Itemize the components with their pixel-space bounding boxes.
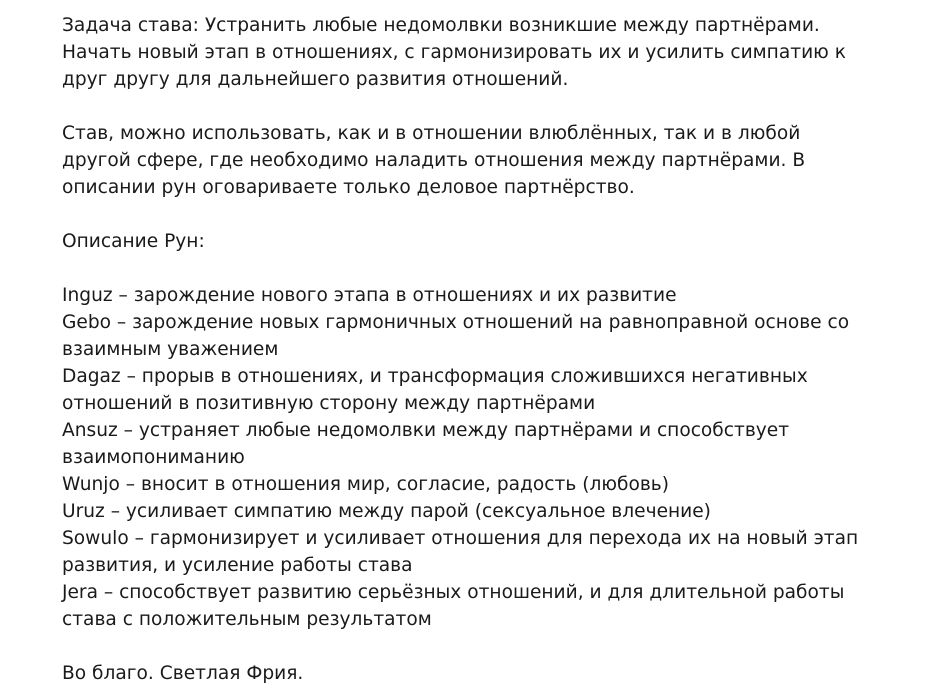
- rune-item-ansuz: [62, 417, 912, 471]
- text-line: Wunjo – вносит в отношения мир, согласие, радость (любовь): [62, 474, 669, 495]
- text-line: взаимным уважением: [62, 339, 279, 360]
- closing-text: Во благо. Светлая Фрия.: [62, 663, 304, 684]
- task-paragraph: [62, 12, 912, 93]
- text-line: става с положительным результатом: [62, 609, 432, 630]
- text-line: Jera – способствует развитию серьёзных отношений, и для длительной работы: [62, 582, 845, 603]
- text-line: другой сфере, где необходимо наладить отношения между партнёрами. В: [62, 150, 806, 171]
- document-body: [62, 12, 912, 687]
- paragraph-gap: [62, 633, 912, 660]
- text-line: взаимопониманию: [62, 447, 245, 468]
- heading-text: Описание Рун:: [62, 231, 205, 252]
- text-line: Ansuz – устраняет любые недомолвки между партнёрами и способствует: [62, 420, 790, 441]
- text-line: Начать новый этап в отношениях, с гармонизировать их и усилить симпатию к: [62, 42, 846, 63]
- paragraph-gap: [62, 93, 912, 120]
- text-line: Dagaz – прорыв в отношениях, и трансформация сложившихся негативных: [62, 366, 808, 387]
- paragraph-gap: [62, 255, 912, 282]
- runes-heading: [62, 228, 912, 255]
- text-line: Задача става: Устранить любые недомолвки возникшие между партнёрами.: [62, 15, 820, 36]
- text-line: Uruz – усиливает симпатию между парой (сексуальное влечение): [62, 501, 711, 522]
- text-line: Sowulo – гармонизирует и усиливает отношения для перехода их на новый этап: [62, 528, 859, 549]
- rune-item-jera: [62, 579, 912, 633]
- closing-paragraph: [62, 660, 912, 687]
- text-line: Inguz – зарождение нового этапа в отношениях и их развитие: [62, 285, 677, 306]
- paragraph-gap: [62, 201, 912, 228]
- rune-item-sowulo: [62, 525, 912, 579]
- rune-item-uruz: [62, 498, 912, 525]
- text-line: Gebo – зарождение новых гармоничных отношений на равноправной основе со: [62, 312, 850, 333]
- runes-list: [62, 282, 912, 633]
- rune-item-inguz: [62, 282, 912, 309]
- text-line: описании рун оговариваете только деловое партнёрство.: [62, 177, 635, 198]
- text-line: друг другу для дальнейшего развития отношений.: [62, 69, 569, 90]
- text-line: отношений в позитивную сторону между партнёрами: [62, 393, 596, 414]
- text-line: Став, можно использовать, как и в отношении влюблённых, так и в любой: [62, 123, 801, 144]
- rune-item-dagaz: [62, 363, 912, 417]
- rune-item-wunjo: [62, 471, 912, 498]
- rune-item-gebo: [62, 309, 912, 363]
- usage-paragraph: [62, 120, 912, 201]
- text-line: развития, и усиление работы става: [62, 555, 413, 576]
